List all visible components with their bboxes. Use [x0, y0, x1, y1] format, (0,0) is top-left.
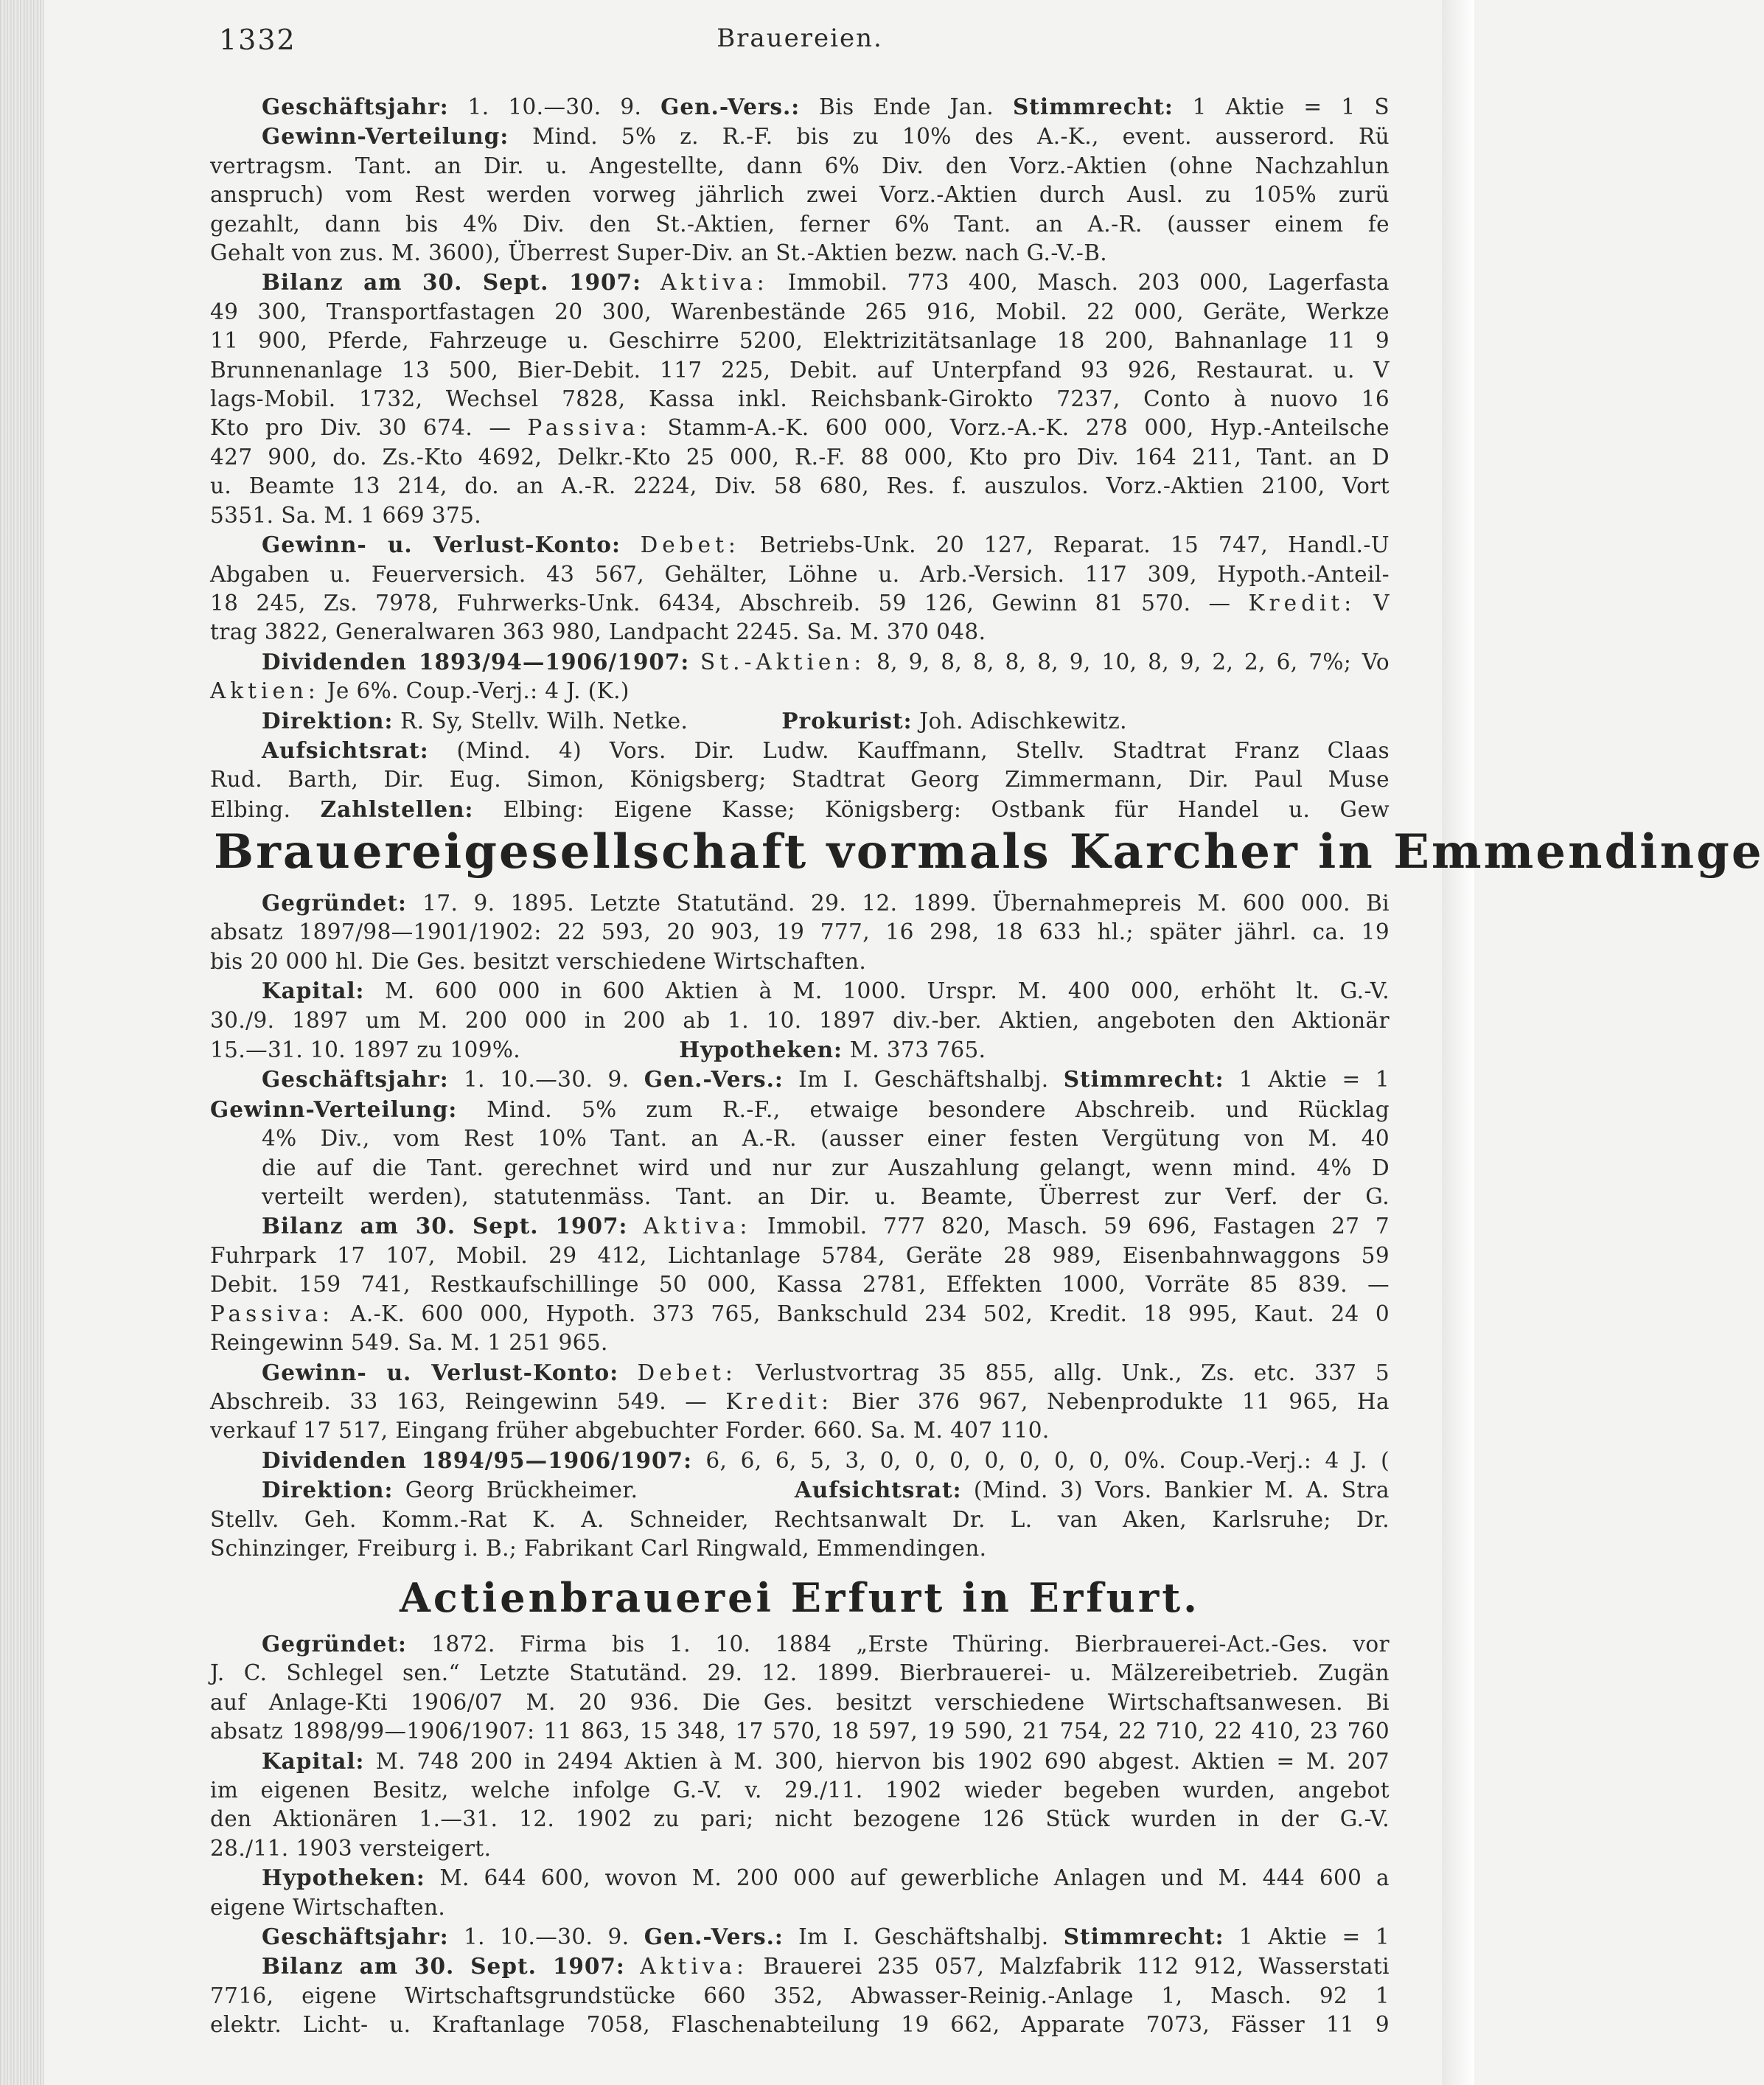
- entry-2: [210, 888, 1390, 1563]
- text-line: Abschreib. 33 163, Reingewinn 549. — Kredit: Bier 376 967, Nebenprodukte 11 965, Ha: [210, 1388, 1390, 1414]
- text-line: Geschäftsjahr: 1. 10.—30. 9. Gen.-Vers.: Im I. Geschäftshalbj. Stimmrecht: 1 Aktie = 1: [262, 1066, 1390, 1093]
- text-line: trag 3822, Generalwaren 363 980, Landpacht 2245. Sa. M. 370 048.: [210, 619, 986, 645]
- text-line: Brunnenanlage 13 500, Bier-Debit. 117 225, Debit. auf Unterpfand 93 926, Restaurat. u. V: [210, 357, 1390, 383]
- text-line: u. Beamte 13 214, do. an A.-R. 2224, Div. 58 680, Res. f. auszulos. Vorz.-Aktien 2100, Vort: [210, 473, 1390, 499]
- text-line: Aktien: Je 6%. Coup.-Verj.: 4 J. (K.): [210, 678, 630, 704]
- page-number: 1332: [219, 24, 296, 56]
- text-line: Kapital: M. 600 000 in 600 Aktien à M. 1000. Urspr. M. 400 000, erhöht lt. G.-V.: [262, 978, 1390, 1004]
- page-edge: [1442, 0, 1474, 2085]
- text-line: Bilanz am 30. Sept. 1907: Aktiva: Immobil. 777 820, Masch. 59 696, Fastagen 27 7: [262, 1213, 1390, 1239]
- text-line: absatz 1898/99—1906/1907: 11 863, 15 348, 17 570, 18 597, 19 590, 21 754, 22 710, 22 410, 23 760: [210, 1719, 1390, 1744]
- text-line: Direktion: R. Sy, Stellv. Wilh. Netke. Prokurist: Joh. Adischkewitz.: [262, 707, 1127, 734]
- text-line: J. C. Schlegel sen.“ Letzte Statutänd. 29. 12. 1899. Bierbrauerei- u. Mälzereibetrieb. Zugän: [210, 1660, 1390, 1686]
- book-binding-shadow: [0, 0, 44, 2085]
- text-line: 5351. Sa. M. 1 669 375.: [210, 502, 482, 528]
- page-header: [210, 24, 1390, 60]
- text-line: Gewinn- u. Verlust-Konto: Debet: Verlustvortrag 35 855, allg. Unk., Zs. etc. 337 5: [262, 1359, 1390, 1385]
- text-line: elektr. Licht- u. Kraftanlage 7058, Flaschenabteilung 19 662, Apparate 7073, Fässer 11 9: [210, 2012, 1390, 2038]
- text-line: Kapital: M. 748 200 in 2494 Aktien à M. 300, hiervon bis 1902 690 abgest. Aktien = M. 207: [262, 1747, 1390, 1774]
- text-line: 4% Div., vom Rest 10% Tant. an A.-R. (ausser einer festen Vergütung von M. 40: [262, 1126, 1390, 1152]
- company-title: Actienbrauerei Erfurt in Erfurt.: [400, 1574, 1200, 1621]
- text-line: auf Anlage-Kti 1906/07 M. 20 936. Die Ges. besitzt verschiedene Wirtschaftsanwesen. Bi: [210, 1689, 1390, 1715]
- text-line: 15.—31. 10. 1897 zu 109%. Hypotheken: M. 373 765.: [210, 1037, 986, 1063]
- text-line: 18 245, Zs. 7978, Fuhrwerks-Unk. 6434, Abschreib. 59 126, Gewinn 81 570. — Kredit: V: [210, 590, 1390, 616]
- text-line: im eigenen Besitz, welche infolge G.-V. v. 29./11. 1902 wieder begeben wurden, angebot: [210, 1778, 1390, 1803]
- text-line: 49 300, Transportfastagen 20 300, Warenbestände 265 916, Mobil. 22 000, Geräte, Werkze: [210, 299, 1390, 324]
- text-line: Dividenden 1894/95—1906/1907: 6, 6, 6, 5, 3, 0, 0, 0, 0, 0, 0, 0, 0%. Coup.-Verj.: 4 J. (: [262, 1447, 1390, 1473]
- book-page: [210, 0, 1764, 2085]
- text-line: Gegründet: 17. 9. 1895. Letzte Statutänd. 29. 12. 1899. Übernahmepreis M. 600 000. Bi: [262, 890, 1390, 916]
- text-line: Hypotheken: M. 644 600, wovon M. 200 000 auf gewerbliche Anlagen und M. 444 600 a: [262, 1865, 1390, 1891]
- text-line: verkauf 17 517, Eingang früher abgebuchter Forder. 660. Sa. M. 407 110.: [210, 1418, 1050, 1444]
- text-line: 7716, eigene Wirtschaftsgrundstücke 660 352, Abwasser-Reinig.-Anlage 1, Masch. 92 1: [210, 1983, 1390, 2008]
- company-title: Brauereigesellschaft vormals Karcher in Emmendinge: [214, 824, 1764, 880]
- text-line: 28./11. 1903 versteigert.: [210, 1835, 492, 1861]
- text-line: Gewinn-Verteilung: Mind. 5% zum R.-F., etwaige besondere Abschreib. und Rücklag: [210, 1096, 1390, 1122]
- text-line: Debit. 159 741, Restkaufschillinge 50 000, Kassa 2781, Effekten 1000, Vorräte 85 839. —: [210, 1272, 1390, 1298]
- text-line: die auf die Tant. gerechnet wird und nur zur Auszahlung gelangt, wenn mind. 4% D: [262, 1155, 1390, 1180]
- text-line: den Aktionären 1.—31. 12. 1902 zu pari; nicht bezogene 126 Stück wurden in der G.-V.: [210, 1806, 1390, 1832]
- text-line: absatz 1897/98—1901/1902: 22 593, 20 903, 19 777, 16 298, 18 633 hl.; später jährl. ca. 19: [210, 919, 1390, 945]
- text-line: Stellv. Geh. Komm.-Rat K. A. Schneider, Rechtsanwalt Dr. L. van Aken, Karlsruhe; Dr.: [210, 1506, 1390, 1532]
- text-line: 427 900, do. Zs.-Kto 4692, Delkr.-Kto 25 000, R.-F. 88 000, Kto pro Div. 164 211, Tant. an D: [210, 444, 1390, 470]
- text-line: Aufsichtsrat: (Mind. 4) Vors. Dir. Ludw. Kauffmann, Stellv. Stadtrat Franz Claas: [262, 737, 1390, 763]
- text-line: Kto pro Div. 30 674. — Passiva: Stamm-A.-K. 600 000, Vorz.-A.-K. 278 000, Hyp.-Anteilsche: [210, 415, 1390, 441]
- text-line: Direktion: Georg Brückheimer. Aufsichtsrat: (Mind. 3) Vors. Bankier M. A. Stra: [262, 1477, 1390, 1503]
- entry-3: [210, 1629, 1390, 2040]
- text-line: bis 20 000 hl. Die Ges. besitzt verschiedene Wirtschaften.: [210, 948, 867, 974]
- text-line: Gewinn- u. Verlust-Konto: Debet: Betriebs-Unk. 20 127, Reparat. 15 747, Handl.-U: [262, 532, 1390, 558]
- text-line: lags-Mobil. 1732, Wechsel 7828, Kassa inkl. Reichsbank-Girokto 7237, Conto à nuovo 16: [210, 386, 1390, 412]
- text-line: anspruch) vom Rest werden vorweg jährlich zwei Vorz.-Aktien durch Ausl. zu 105% zurü: [210, 182, 1390, 208]
- text-line: Passiva: A.-K. 600 000, Hypoth. 373 765, Bankschuld 234 502, Kredit. 18 995, Kaut. 24 0: [210, 1301, 1390, 1326]
- text-line: Geschäftsjahr: 1. 10.—30. 9. Gen.-Vers.: Bis Ende Jan. Stimmrecht: 1 Aktie = 1 S: [262, 94, 1390, 119]
- text-line: vertragsm. Tant. an Dir. u. Angestellte, dann 6% Div. den Vorz.-Aktien (ohne Nachzahlun: [210, 153, 1390, 178]
- text-line: gezahlt, dann bis 4% Div. den St.-Aktien, ferner 6% Tant. an A.-R. (ausser einem fe: [210, 211, 1390, 237]
- text-line: eigene Wirtschaften.: [210, 1894, 446, 1920]
- running-title: Brauereien.: [717, 24, 883, 53]
- text-line: 30./9. 1897 um M. 200 000 in 200 ab 1. 10. 1897 div.-ber. Aktien, angeboten den Aktionär: [210, 1007, 1390, 1033]
- text-line: Fuhrpark 17 107, Mobil. 29 412, Lichtanlage 5784, Geräte 28 989, Eisenbahnwaggons 59: [210, 1242, 1390, 1268]
- text-line: Gewinn-Verteilung: Mind. 5% z. R.-F. bis zu 10% des A.-K., event. ausserord. Rü: [262, 123, 1390, 150]
- text-line: Geschäftsjahr: 1. 10.—30. 9. Gen.-Vers.: Im I. Geschäftshalbj. Stimmrecht: 1 Aktie = 1: [262, 1924, 1390, 1950]
- text-line: Reingewinn 549. Sa. M. 1 251 965.: [210, 1330, 608, 1356]
- text-line: Elbing. Zahlstellen: Elbing: Eigene Kasse; Königsberg: Ostbank für Handel u. Gew: [210, 796, 1390, 822]
- text-line: verteilt werden), statutenmäss. Tant. an Dir. u. Beamte, Überrest zur Verf. der G.: [262, 1184, 1390, 1210]
- text-line: 11 900, Pferde, Fahrzeuge u. Geschirre 5200, Elektrizitätsanlage 18 200, Bahnanlage 11 9: [210, 328, 1390, 354]
- text-line: Gehalt von zus. M. 3600), Überrest Super-Div. an St.-Aktien bezw. nach G.-V.-B.: [210, 240, 1108, 266]
- text-line: Gegründet: 1872. Firma bis 1. 10. 1884 „Erste Thüring. Bierbrauerei-Act.-Ges. vor: [262, 1631, 1390, 1657]
- text-line: Dividenden 1893/94—1906/1907: St.-Aktien: 8, 9, 8, 8, 8, 8, 9, 10, 8, 9, 2, 2, 6, 7%; Vo: [262, 648, 1390, 675]
- entry-1-continuation: [210, 92, 1390, 824]
- text-line: Bilanz am 30. Sept. 1907: Aktiva: Brauerei 235 057, Malzfabrik 112 912, Wasserstati: [262, 1953, 1390, 1980]
- text-line: Schinzinger, Freiburg i. B.; Fabrikant Carl Ringwald, Emmendingen.: [210, 1535, 987, 1561]
- text-line: Rud. Barth, Dir. Eug. Simon, Königsberg; Stadtrat Georg Zimmermann, Dir. Paul Muse: [210, 767, 1390, 793]
- text-line: Bilanz am 30. Sept. 1907: Aktiva: Immobil. 773 400, Masch. 203 000, Lagerfasta: [262, 269, 1390, 296]
- text-line: Abgaben u. Feuerversich. 43 567, Gehälter, Löhne u. Arb.-Versich. 117 309, Hypoth.-Anteil-: [210, 561, 1390, 587]
